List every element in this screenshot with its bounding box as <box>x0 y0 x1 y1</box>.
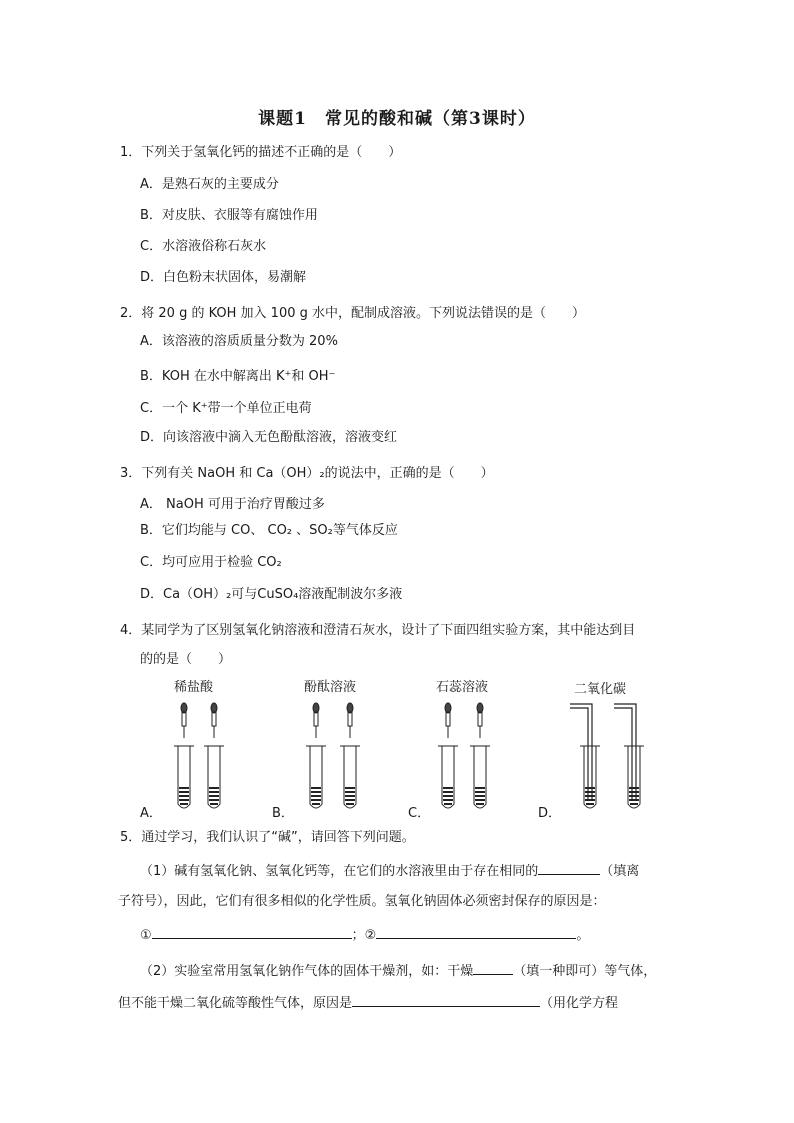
apparatus-a-reagent-label: 稀盐酸 <box>174 680 214 695</box>
question-3-option-a: A． NaOH 可用于治疗胃酸过多 <box>140 497 325 512</box>
test-tube-icon <box>580 746 600 808</box>
test-tube-icon <box>438 746 458 808</box>
apparatus-a-letter: A． <box>140 806 162 821</box>
dropper-icon <box>445 703 451 738</box>
question-5-part1-marker-1: ① <box>140 928 152 943</box>
question-5-part2-line1 <box>140 961 656 981</box>
question-2-stem: 2．将 20 g 的 KOH 加入 100 g 水中，配制成溶液。下列说法错误的是（ ） <box>120 306 586 321</box>
question-3-stem: 3．下列有关 NaOH 和 Ca（OH）₂的说法中，正确的是（ ） <box>120 466 494 481</box>
apparatus-d-reagent-label: 二氧化碳 <box>574 682 627 697</box>
gas-delivery-tube-icon <box>570 704 592 800</box>
question-5-stem: 5．通过学习，我们认识了“碱”，请回答下列问题。 <box>120 830 415 845</box>
question-5-part2-line2 <box>118 993 618 1013</box>
dropper-and-test-tubes-illustration <box>300 696 380 836</box>
question-3-option-b: B．它们均能与 CO、 CO₂ 、SO₂等气体反应 <box>140 523 398 538</box>
question-5-part1-line2: 子符号），因此，它们有很多相似的化学性质。氢氧化钠固体必须密封保存的原因是： <box>118 894 606 909</box>
question-5-part2-text-a: （2）实验室常用氢氧化钠作气体的固体干燥剂，如：干燥 <box>140 964 474 979</box>
answer-blank-ion-symbol[interactable] <box>538 861 600 875</box>
dropper-icon <box>181 703 187 738</box>
question-5-part1-text-a: （1）碱有氢氧化钠、氢氧化钙等，在它们的水溶液里由于存在相同的 <box>140 864 539 879</box>
answer-blank-gas[interactable] <box>473 961 513 975</box>
gas-tube-and-test-tubes-illustration <box>566 696 656 836</box>
question-5-part1-line1 <box>140 861 639 881</box>
apparatus-b-letter: B． <box>272 806 294 821</box>
question-2-option-c: C．一个 K⁺带一个单位正电荷 <box>140 401 312 416</box>
apparatus-d-letter: D． <box>538 806 562 821</box>
question-4-stem-line2: 的的是（ ） <box>140 652 232 667</box>
answer-blank-reason-2[interactable] <box>376 925 576 939</box>
dropper-and-test-tubes-illustration <box>432 696 512 836</box>
question-5-part2-text-c: 但不能干燥二氧化硫等酸性气体，原因是 <box>118 996 353 1011</box>
apparatus-b-reagent-label: 酚酞溶液 <box>304 680 357 695</box>
answer-blank-equation[interactable] <box>352 993 540 1007</box>
question-4-stem-line1: 4．某同学为了区别氢氧化钠溶液和澄清石灰水，设计了下面四组实验方案，其中能达到目 <box>120 623 636 638</box>
dropper-and-test-tubes-illustration <box>168 696 248 836</box>
gas-delivery-tube-icon <box>614 704 636 800</box>
question-5-part1-end: 。 <box>576 928 590 943</box>
question-5-part1-marker-2: ；② <box>351 928 377 943</box>
test-tube-icon <box>306 746 326 808</box>
question-5-part2-text-d: （用化学方程 <box>540 996 619 1011</box>
question-1-option-c: C．水溶液俗称石灰水 <box>140 239 267 254</box>
apparatus-c-reagent-label: 石蕊溶液 <box>436 680 489 695</box>
test-tube-icon <box>174 746 194 808</box>
dropper-icon <box>347 703 353 738</box>
question-5-part1-line3 <box>140 925 589 945</box>
question-2-option-d: D．向该溶液中滴入无色酚酞溶液，溶液变红 <box>140 430 398 445</box>
page-title: 课题1 常见的酸和碱（第3课时） <box>258 109 536 129</box>
question-5-part1-text-b: （填离 <box>600 864 640 879</box>
question-1-option-a: A．是熟石灰的主要成分 <box>140 177 279 192</box>
question-1-stem: 1．下列关于氢氧化钙的描述不正确的是（ ） <box>120 145 402 160</box>
test-tube-icon <box>204 746 224 808</box>
question-1-option-b: B．对皮肤、衣服等有腐蚀作用 <box>140 208 318 223</box>
test-tube-icon <box>340 746 360 808</box>
question-1-option-d: D．白色粉末状固体，易潮解 <box>140 270 307 285</box>
test-tube-icon <box>470 746 490 808</box>
question-2-option-a: A．该溶液的溶质质量分数为 20% <box>140 334 338 349</box>
dropper-icon <box>477 703 483 738</box>
answer-blank-reason-1[interactable] <box>152 925 352 939</box>
dropper-icon <box>313 703 319 738</box>
question-5-part2-text-b: （填一种即可）等气体， <box>513 964 657 979</box>
dropper-icon <box>211 703 217 738</box>
test-tube-icon <box>624 746 644 808</box>
question-3-option-d: D．Ca（OH）₂可与CuSO₄溶液配制波尔多液 <box>140 587 403 602</box>
apparatus-c-letter: C． <box>408 806 431 821</box>
question-3-option-c: C．均可应用于检验 CO₂ <box>140 555 282 570</box>
question-2-option-b: B．KOH 在水中解离出 K⁺和 OH⁻ <box>140 369 336 384</box>
